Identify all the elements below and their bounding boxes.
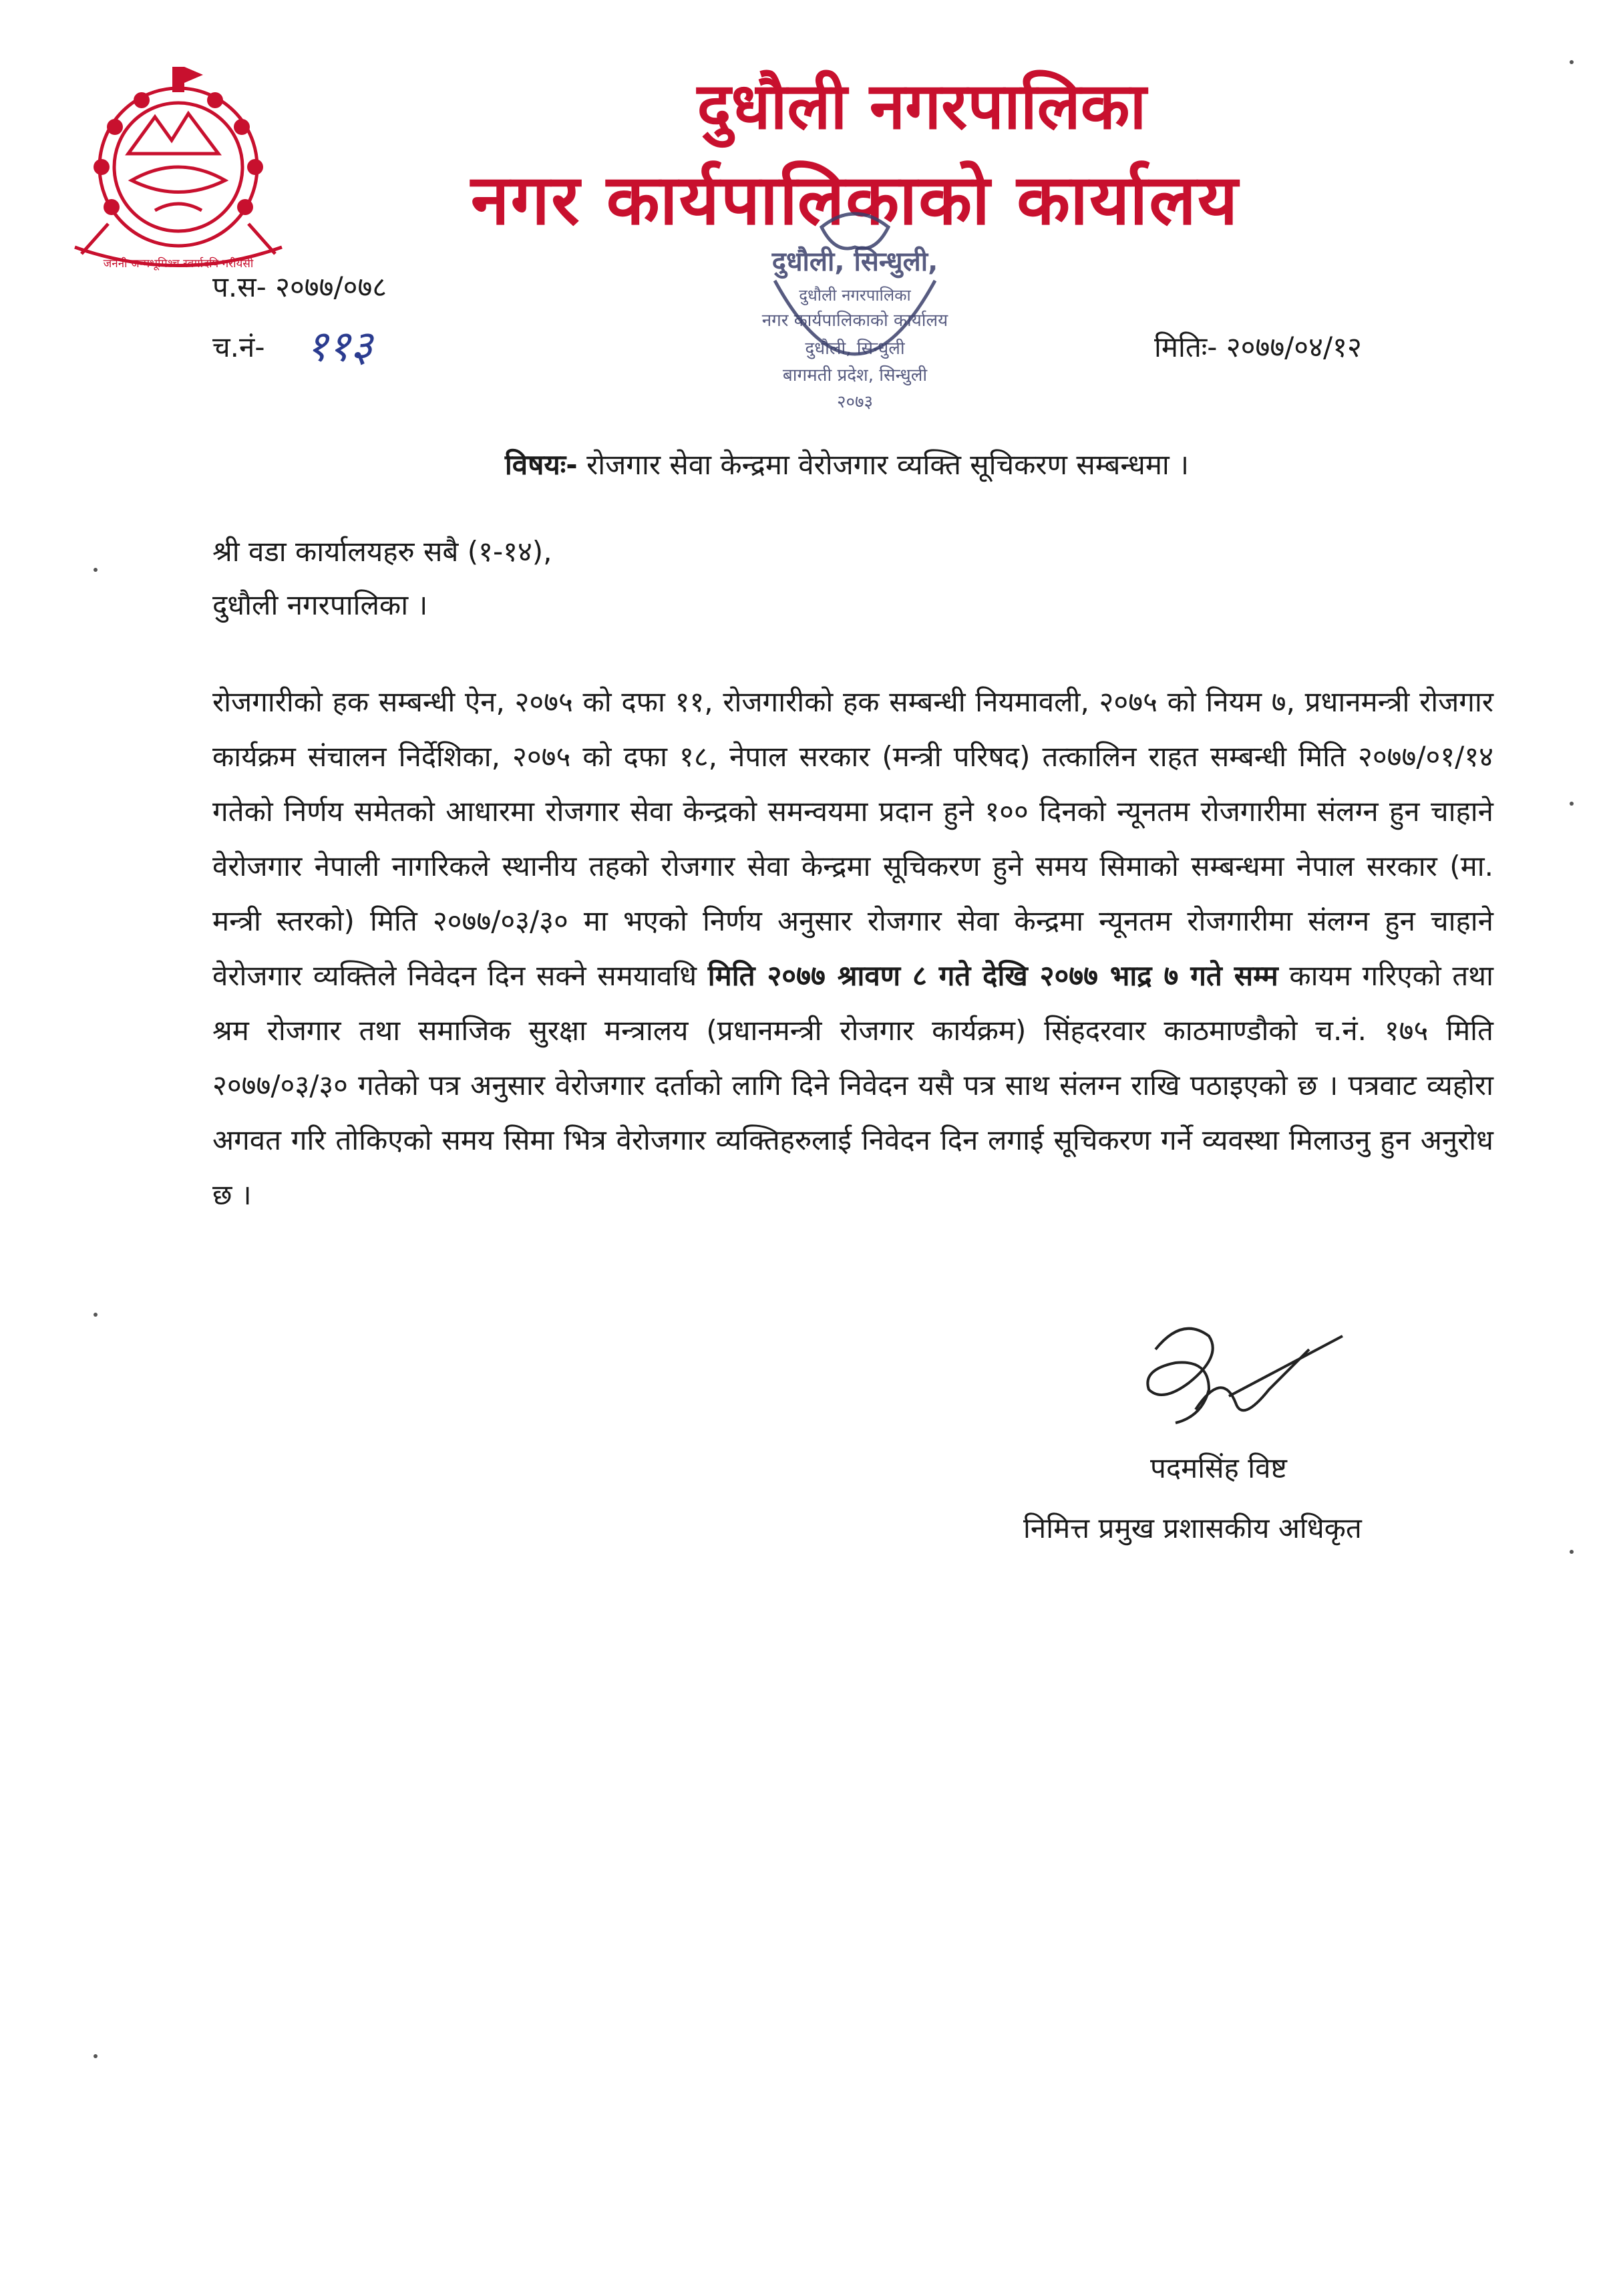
stamp-line-6: २०७३ [836, 392, 874, 412]
reference-label: च.नं- [212, 331, 265, 363]
reference-number: ११३ [306, 322, 373, 371]
scan-speck [1570, 802, 1574, 806]
signatory-name: पदमसिंह विष्ट [1150, 1452, 1287, 1484]
emblem-motto: जननी जन्मभूमिश्च स्वर्गादपि गरीयसी [103, 257, 254, 271]
office-stamp [728, 200, 982, 441]
scan-speck [94, 1313, 98, 1317]
stamp-line-4: दुधौली, सिन्धुली [805, 339, 905, 359]
office-title: नगर कार्यपालिकाको कार्यालय [470, 159, 1240, 240]
municipality-title: दुधौली नगरपालिका [697, 69, 1147, 144]
nepal-emblem-icon [55, 53, 302, 287]
stamp-line-1: दुधौली, सिन्धुली, [771, 247, 938, 277]
body-part-1: रोजगारीको हक सम्बन्धी ऐन, २०७५ को दफा ११, रोजगारीको हक सम्बन्धी नियमावली, २०७५ को नियम ७, प्रधानमन्त्री रोजगार कार्यक्रम संचालन निर्देशिका, २०७५ को दफा १८, नेपाल सरकार (मन्त्री परिषद) तत्कालिन राहत सम्बन्धी मिति २०७७/०१/१४ गतेको निर्णय समेतको आधारमा रोजगार सेवा केन्द्रको समन्वयमा प्रदान हुने १०० दिनको न्यूनतम रोजगारीमा संलग्न हुन चाहाने वेरोजगार नेपाली नागरिकले स्थानीय तहको रोजगार सेवा केन्द्रमा सूचिकरण हुने समय सिमाको सम्बन्धमा नेपाल सरकार (मा. मन्त्री स्तरको) मिति २०७७/०३/३० मा भएको निर्णय अनुसार रोजगार सेवा केन्द्रमा न्यूनतम रोजगारीमा संलग्न हुन चाहाने वेरोजगार व्यक्तिले निवेदन दिन सक्ने समयावधि [212, 685, 1493, 992]
stamp-line-2: दुधौली नगरपालिका [799, 286, 911, 305]
scan-speck [94, 2054, 98, 2058]
fiscal-year: प.स- २०७७/०७८ [212, 271, 387, 303]
stamp-line-5: बागमती प्रदेश, सिन्धुली [782, 365, 928, 385]
body-part-2: कायम गरिएको तथा श्रम रोजगार तथा समाजिक सुरक्षा मन्त्रालय (प्रधानमन्त्री रोजगार कार्यक्रम) सिंहदरवार काठमाण्डौको च.नं. १७५ मिति २०७७/०३/३० गतेको पत्र अनुसार वेरोजगार दर्ताको लागि दिने निवेदन यसै पत्र साथ संलग्न राखि पठाइएको छ । पत्रवाट व्यहोरा अगवत गरि तोकिएको समय सिमा भित्र वेरोजगार व्यक्तिहरुलाई निवेदन दिन लगाई सूचिकरण गर्ने व्यवस्था मिलाउनु हुन अनुरोध छ । [212, 959, 1493, 1211]
subject-label: विषयः- [504, 448, 578, 481]
subject-text: रोजगार सेवा केन्द्रमा वेरोजगार व्यक्ति सूचिकरण सम्बन्धमा । [586, 448, 1190, 481]
scan-speck [94, 568, 98, 572]
stamp-line-3: नगर कार्यपालिकाको कार्यालय [761, 311, 948, 331]
scan-speck [1570, 60, 1574, 64]
letter-body [212, 675, 1493, 1222]
scan-speck [1570, 1550, 1574, 1554]
letter-date: मितिः- २०७७/०४/१२ [1154, 331, 1362, 363]
subject-line [212, 445, 1481, 483]
body-emphasis: मिति २०७७ श्रावण ८ गते देखि २०७७ भाद्र ७ गते सम्म [707, 959, 1278, 992]
signatory-title: निमित्त प्रमुख प्रशासकीय अधिकृत [1023, 1512, 1362, 1544]
addressee-line-1: श्री वडा कार्यालयहरु सबै (१-१४), [212, 535, 552, 568]
addressee-line-2: दुधौली नगरपालिका । [212, 589, 428, 621]
signature [1109, 1309, 1363, 1470]
